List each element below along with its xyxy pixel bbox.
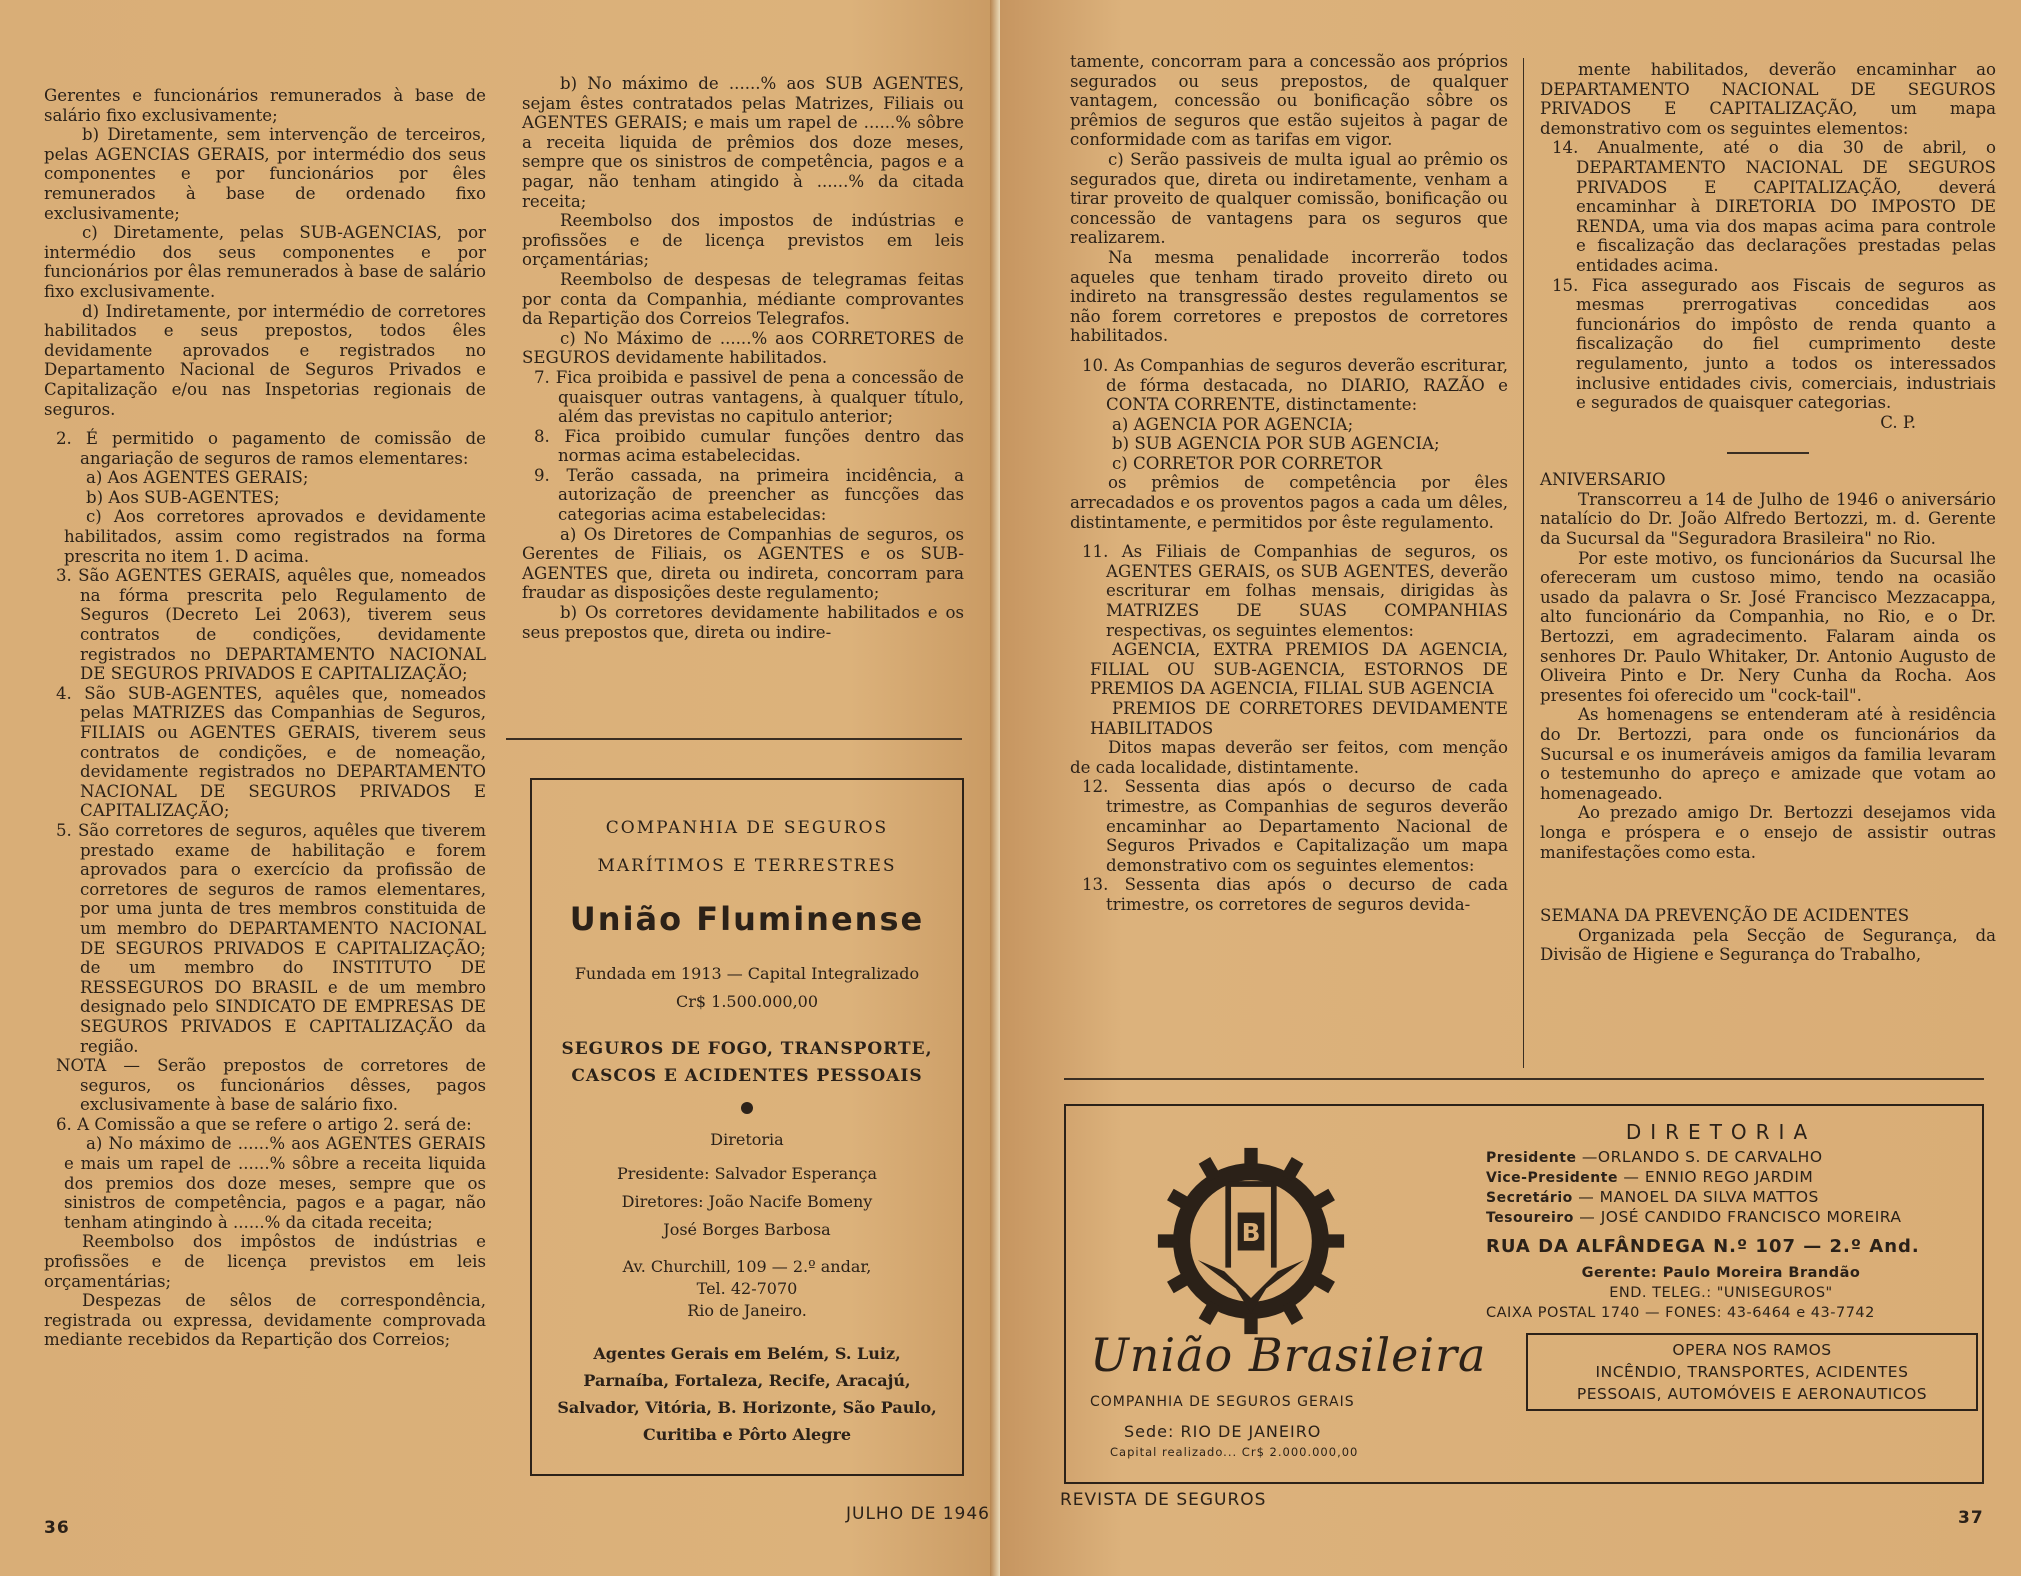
list-item: 14. Anualmente, até o dia 30 de abril, o DEPARTAMENTO NACIONAL DE SEGUROS PRIVADOS E CAPITALIZAÇÃO, deverá encaminhar à DIRETORIA DO IMPOSTO DE RENDA, uma via dos mapas acima para controle e fiscalização das declarações prestadas pelas entidades acima. [1552,138,1996,275]
list-item: c) CORRETOR POR CORRETOR [1112,453,1382,473]
ad-diretores: Diretores: João Nacife Bomeny [621,1192,873,1211]
page-number: 37 [1958,1508,1984,1528]
ad-presidente: Presidente: Salvador Esperança [617,1164,877,1183]
list-item: 13. Sessenta dias após o decurso de cada trimestre, os corretores de seguros devida- [1082,875,1508,914]
ad-operations-box [1526,1333,1978,1411]
ad-diretores: José Borges Barbosa [663,1220,831,1239]
ad-diretoria-heading: DIRETORIA [1625,1120,1817,1144]
list-item: c) Aos corretores aprovados e devidamente habilitados, assim como registrados na forma prescrita no item 1. D acima. [64,507,486,566]
list-item: 5. São corretores de seguros, aquêles que tiverem prestado exame de habilitação e forem aprovados para o exercício da profissão de corretores de seguros de ramos elementares, por uma junta de tres membros constituida de um membro do DEPARTAMENTO NACIONAL DE SEGUROS PRIVADOS E CAPITALIZAÇÃO; de um membro do INSTITUTO DE RESSEGUROS DO BRASIL e de um membro designado pelo SINDICATO DE EMPRESAS DE SEGUROS PRIVADOS E CAPITALIZAÇÃO da região. [56,820,486,1056]
ad-line: MARÍTIMOS E TERRESTRES [597,856,897,876]
paragraph: Reembolso dos impôstos de indústrias e profissões e de licença previstos em leis orçamentárias; [44,1232,486,1291]
list-item: 9. Terão cassada, na primeira incidência, a autorização de preencher as funcções das categorias acima estabelecidas: [534,465,964,525]
paragraph: Ao prezado amigo Dr. Bertozzi desejamos vida longa e próspera e o ensejo de assistir outras manifestações como esta. [1540,803,1996,862]
ad-founded: Fundada em 1913 — Capital Integralizado [574,964,920,983]
paragraph: Gerentes e funcionários remunerados à base de salário fixo exclusivamente; [44,86,486,125]
ops-heading: OPERA NOS RAMOS [1672,1341,1832,1359]
paragraph: c) Serão passiveis de multa igual ao prêmio os segurados que, direta ou indiretamente, venham a tirar proveito de qualquer comissão, bonificação ou concessão de vantagens para os seguros que realizarem. [1070,149,1508,248]
paragraph: c) No Máximo de ......% aos CORRETORES de SEGUROS devidamente habilitados. [522,328,964,368]
officer-role: Vice-Presidente [1486,1170,1618,1186]
section-divider [1727,452,1809,454]
list-item: 4. São SUB-AGENTES, aquêles que, nomeados pelas MATRIZES das Companhias de Seguros, FILIAIS ou AGENTES GERAIS, tiverem seus contratos de condições, e de nomeação, devidamente registrados no DEPARTAMENTO NACIONAL DE SEGUROS PRIVADOS E CAPITALIZAÇÃO; [56,683,486,821]
right-column-2 [1540,60,1996,965]
list-item: 3. São AGENTES GERAIS, aquêles que, nomeados na fórma prescrita pelo Regulamento de Seguros (Decreto Lei 2063), tiverem seus contratos de condições, devidamente registrados no DEPARTAMENTO NACIONAL DE SEGUROS PRIVADOS E CAPITALIZAÇÃO; [56,566,486,684]
list-item: 12. Sessenta dias após o decurso de cada trimestre, as Companhias de seguros deverão encaminhar ao Departamento Nacional de Seguros Privados e Capitalização um mapa demonstrativo com os seguintes elementos: [1082,777,1508,875]
ad-directory [1486,1120,1956,1411]
bullet-icon [741,1102,753,1114]
right-column-1 [1070,52,1508,915]
ad-telegraph: END. TELEG.: "UNISEGUROS" [1609,1285,1833,1301]
paragraph: PREMIOS DE CORRETORES DEVIDAMENTE HABILITADOS [1090,699,1508,738]
ad-address: Av. Churchill, 109 — 2.º andar, [622,1257,872,1276]
ad-lines: SEGUROS DE FOGO, TRANSPORTE, CASCOS E ACIDENTES PESSOAIS [561,1039,933,1086]
issue-date: JULHO DE 1946 [846,1504,990,1524]
list-item: a) AGENCIA POR AGENCIA; [1112,414,1354,434]
paragraph: Ditos mapas deverão ser feitos, com menção de cada localidade, distintamente. [1070,738,1508,777]
paragraph: Transcorreu a 14 de Julho de 1946 o aniversário natalício do Dr. João Alfredo Bertozzi, m. d. Gerente da Sucursal da "Seguradora Brasileira" no Rio. [1540,489,1996,549]
list-item: 11. As Filiais de Companhias de seguros, os AGENTES GERAIS, os SUB AGENTES, deverão escriturar em folhas mensais, dirigidas às MATRIZES DE SUAS COMPANHIAS respectivas, os seguintes elementos: [1082,542,1508,640]
paragraph: Despezas de sêlos de correspondência, registrada ou expressa, devidamente comprovada mediante recebidos da Repartição dos Correios; [44,1291,486,1350]
column-rule [1064,1078,1984,1080]
paragraph: Na mesma penalidade incorrerão todos aqueles que tenham tirado proveito direto ou indireto na transgressão destes regulamentos se não forem corretores e prepostos de corretores habilitados. [1070,247,1508,346]
list-item: 8. Fica proibido cumular funções dentro das normas acima estabelecidas. [534,426,964,466]
ad-diretoria: Diretoria [710,1130,784,1149]
list-item: 10. As Companhias de seguros deverão escriturar, de fórma destacada, no DIARIO, RAZÃO e CONTA CORRENTE, distinctamente: [1082,355,1508,415]
officer-row [1486,1188,1956,1208]
ad-brand: União Fluminense [569,900,925,938]
ad-phones: CAIXA POSTAL 1740 — FONES: 43-6464 e 43-7742 [1486,1305,1875,1321]
officer-row [1486,1148,1956,1168]
ad-address: RUA DA ALFÂNDEGA N.º 107 — 2.º And. [1486,1236,1920,1257]
paragraph: mente habilitados, deverão encaminhar ao DEPARTAMENTO NACIONAL DE SEGUROS PRIVADOS E CAPITALIZAÇÃO, um mapa demonstrativo com os seguintes elementos: [1540,60,1996,138]
list-item: 6. A Comissão a que se refere o artigo 2. será de: [56,1114,472,1134]
paragraph: As homenagens se entenderam até à residência do Dr. Bertozzi, para onde os funcionários da Sucursal e os inumeráveis amigos da familia levaram o testemunho do apreço e amizade que votam ao homenageado. [1540,705,1996,803]
officer-row [1486,1208,1956,1228]
ad-company: COMPANHIA DE SEGUROS GERAIS [1090,1394,1355,1410]
section-heading: SEMANA DA PREVENÇÃO DE ACIDENTES [1540,906,1910,926]
magazine-title: REVISTA DE SEGUROS [1060,1490,1267,1510]
paragraph: AGENCIA, EXTRA PREMIOS DA AGENCIA, FILIAL OU SUB-AGENCIA, ESTORNOS DE PREMIOS DA AGENCIA, FILIAL SUB AGENCIA [1090,640,1508,699]
ad-agents: Agentes Gerais em Belém, S. Luiz, Parnaíba, Fortaleza, Recife, Aracajú, Salvador, Vitória, B. Horizonte, São Paulo, Curitiba e Pôrto Alegre [557,1344,937,1444]
paragraph: b) Os corretores devidamente habilitados e os seus prepostos que, direta ou indire- [522,603,964,642]
officer-name: — JOSÉ CANDIDO FRANCISCO MOREIRA [1579,1208,1902,1226]
paragraph: tamente, concorram para a concessão aos próprios segurados ou seus prepostos, de qualquer vantagem, concessão ou bonificação sôbre os prêmios de seguros que estão sujeitos à pagar de conformidade com as tarifas em vigor. [1070,52,1508,150]
paragraph: Organizada pela Secção de Segurança, da Divisão de Higiene e Segurança do Trabalho, [1540,925,1996,965]
paragraph: a) Os Diretores de Companhias de seguros, os Gerentes de Filiais, os AGENTES e os SUB-AGENTES que, direta ou indireta, concorram para fraudar as disposições deste regulamento; [522,524,964,603]
left-column-2 [522,74,964,642]
list-item: 15. Fica assegurado aos Fiscais de seguros as mesmas prerrogativas concedidas aos funcionários do impôsto de renda quanto a fiscalização do fiel cumprimento deste regulamento, junto a todos os interessados inclusive entidades civis, comerciais, industriais e segurados de quaisquer categorias. [1552,275,1996,413]
officer-role: Presidente [1486,1150,1577,1166]
officer-role: Secretário [1486,1190,1573,1206]
ad-line: COMPANHIA DE SEGUROS [605,818,889,838]
ad-capital: Cr$ 1.500.000,00 [675,992,819,1011]
list-item: 2. É permitido o pagamento de comissão de angariação de seguros de ramos elementares: [56,429,486,468]
uniao-fluminense-ad [530,778,964,1476]
paragraph: os prêmios de competência por êles arrecadados e os proventos pagos a cada um dêles, distintamente, e permitidos por êste regulamento. [1070,473,1508,532]
officer-name: — ENNIO REGO JARDIM [1623,1168,1814,1186]
section-heading: ANIVERSARIO [1540,470,1666,490]
ad-gerente: Gerente: Paulo Moreira Brandão [1581,1265,1861,1281]
ad-address: Tel. 42-7070 [696,1279,798,1298]
column-rule [506,738,962,740]
column-rule [1523,58,1524,1068]
list-item: b) Aos SUB-AGENTES; [86,487,280,507]
paragraph: c) Diretamente, pelas SUB-AGENCIAS, por intermédio dos seus componentes e por funcionários por êlas remunerados à base de salário fixo exclusivamente. [44,223,486,301]
officer-name: —ORLANDO S. DE CARVALHO [1581,1148,1823,1166]
uniao-brasileira-ad [1064,1104,1984,1484]
ad-company-info [1090,1392,1358,1462]
paragraph: d) Indiretamente, por intermédio de corretores habilitados e seus prepostos, todos êles devidamente aprovados e registrados no Departamento Nacional de Seguros Privados e Capitalização e/ou nas Inspetorias regionais de seguros. [44,301,486,419]
ops-line: INCÊNDIO, TRANSPORTES, ACIDENTES [1595,1363,1909,1381]
logo-letter: B [1241,1218,1261,1247]
right-page [1000,0,2021,1576]
ad-script-name: União Brasileira [1090,1328,1487,1382]
author-initials: C. P. [1880,412,1916,432]
ad-address: Rio de Janeiro. [687,1301,807,1320]
gear-logo-icon [1156,1146,1346,1336]
ad-sede: Sede: RIO DE JANEIRO [1124,1422,1322,1441]
list-item: a) No máximo de ......% aos AGENTES GERAIS e mais um rapel de ......% sôbre a receita liquida dos premios dos doze meses, sempre que os sinistros de competência, pagos e a pagar, não tenham atingindo à ......% da citada receita; [64,1134,486,1232]
paragraph: Por este motivo, os funcionários da Sucursal lhe ofereceram um custoso mimo, tendo na ocasião usado da palavra o Sr. José Francisco Mezzacappa, alto funcionário da Companhia, no Rio, e o Dr. Bertozzi, em agradecimento. Falaram ainda os senhores Dr. Paulo Whitaker, Dr. Antonio Augusto de Oliveira Pinto e Dr. Nery Cunha da Rocha. Aos presentes foi oferecido um "cock-tail". [1540,548,1996,705]
officer-name: — MANOEL DA SILVA MATTOS [1578,1188,1819,1206]
page-number: 36 [44,1518,70,1538]
left-page [0,0,998,1576]
paragraph: b) Diretamente, sem intervenção de terceiros, pelas AGENCIAS GERAIS, por intermédio dos seus componentes e por funcionários por êles remunerados à base de ordenado fixo exclusivamente; [44,125,486,223]
list-item: a) Aos AGENTES GERAIS; [86,468,309,488]
paragraph: b) No máximo de ......% aos SUB AGENTES, sejam êstes contratados pelas Matrizes, Filiais ou AGENTES GERAIS; e mais um rapel de ......% sôbre a receita liquida de prêmios dos doze meses, sempre que os sinistros de competência, pagos e a pagar, não tenham atingido à ......% da citada receita; [522,74,964,211]
list-item: b) SUB AGENCIA POR SUB AGENCIA; [1112,434,1440,454]
officer-row [1486,1168,1956,1188]
officer-role: Tesoureiro [1486,1210,1574,1226]
paragraph: Reembolso dos impostos de indústrias e profissões e de licença previstos em leis orçamentárias; [522,211,964,270]
left-column-1 [44,86,486,1350]
ad-capital: Capital realizado... Cr$ 2.000.000,00 [1110,1445,1359,1459]
list-item: 7. Fica proibida e passivel de pena a concessão de quaisquer outras vantagens, à qualquer título, além das previstas no capitulo anterior; [534,367,964,427]
ops-line: PESSOAIS, AUTOMÓVEIS E AERONAUTICOS [1576,1385,1928,1403]
note: NOTA — Serão prepostos de corretores de seguros, os funcionários dêsses, pagos exclusivamente à base de salário fixo. [56,1056,486,1115]
paragraph: Reembolso de despesas de telegramas feitas por conta da Companhia, médiante comprovantes da Repartição dos Correios Telegrafos. [522,269,964,329]
